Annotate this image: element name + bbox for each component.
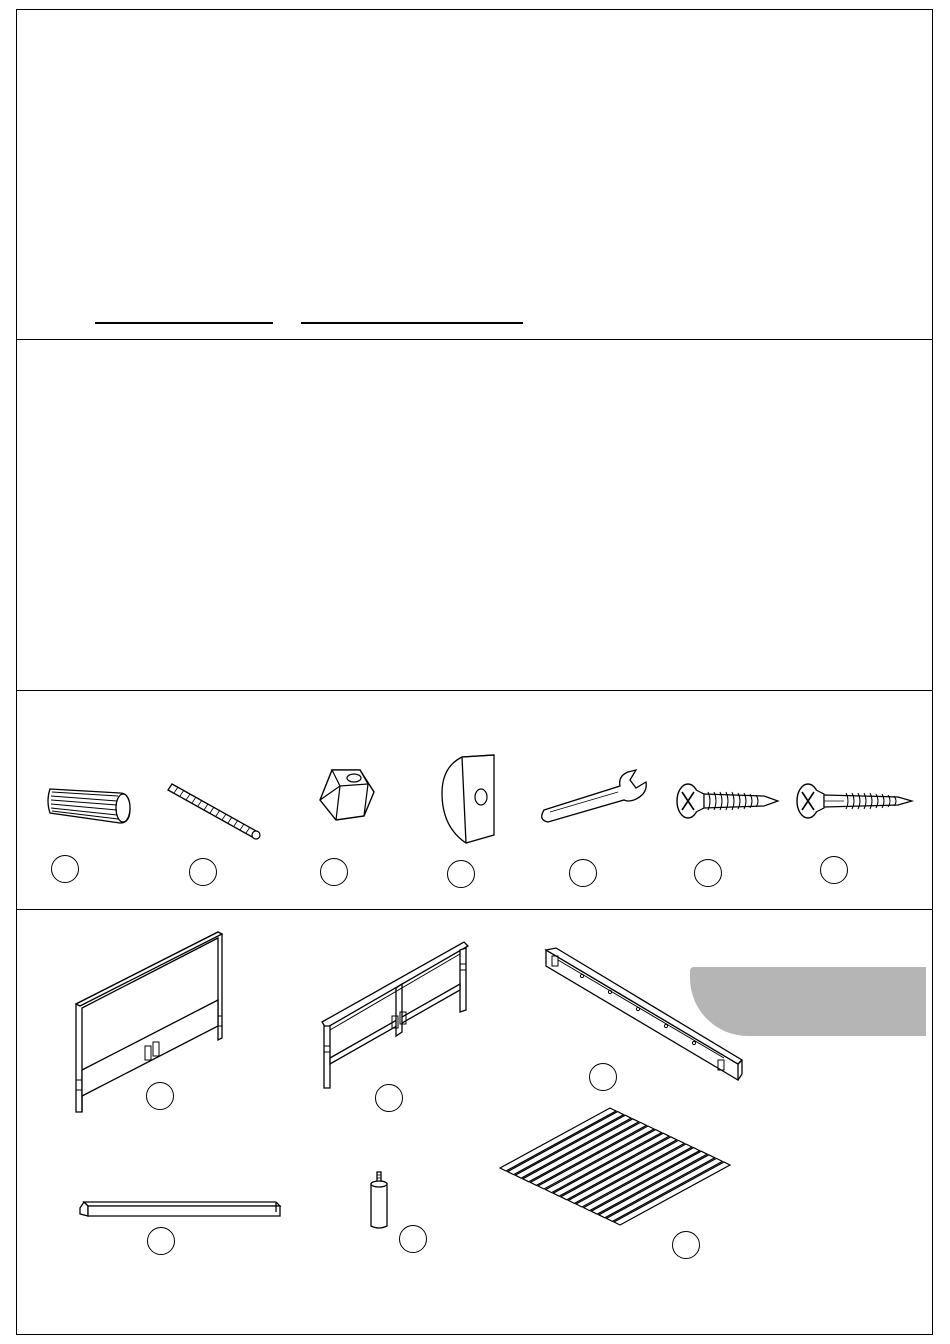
section-divider-top <box>16 339 933 340</box>
part-number-circle <box>569 859 597 887</box>
section-divider-bottom <box>16 909 933 910</box>
part-number-circle <box>589 1063 617 1091</box>
side-rail-icon <box>542 948 742 1084</box>
wooden-dowel-icon <box>44 783 136 825</box>
section-divider-middle <box>16 690 933 691</box>
phillips-screw-icon <box>674 780 782 822</box>
title-blank-line-1 <box>95 322 273 324</box>
threaded-rod-icon <box>168 776 268 842</box>
part-number-circle <box>51 855 79 883</box>
part-number-circle <box>189 858 217 886</box>
part-number-circle <box>820 856 848 884</box>
hex-nut-icon <box>316 766 378 828</box>
page-frame <box>16 9 933 1335</box>
footboard-icon <box>320 940 470 1090</box>
part-number-circle <box>146 1082 174 1110</box>
part-number-circle <box>672 1231 700 1259</box>
part-number-circle <box>147 1227 175 1255</box>
part-number-circle <box>399 1225 427 1253</box>
center-beam-icon <box>76 1198 284 1220</box>
slat-roll-icon <box>498 1106 738 1252</box>
part-number-circle <box>375 1084 403 1112</box>
phillips-screw-long-icon <box>794 780 916 822</box>
open-wrench-icon <box>538 768 650 828</box>
support-leg-icon <box>368 1170 390 1232</box>
title-blank-line-2 <box>301 322 523 324</box>
part-number-circle <box>447 860 475 888</box>
wood-block-icon <box>440 753 500 845</box>
part-number-circle <box>694 859 722 887</box>
part-number-circle <box>320 858 348 886</box>
